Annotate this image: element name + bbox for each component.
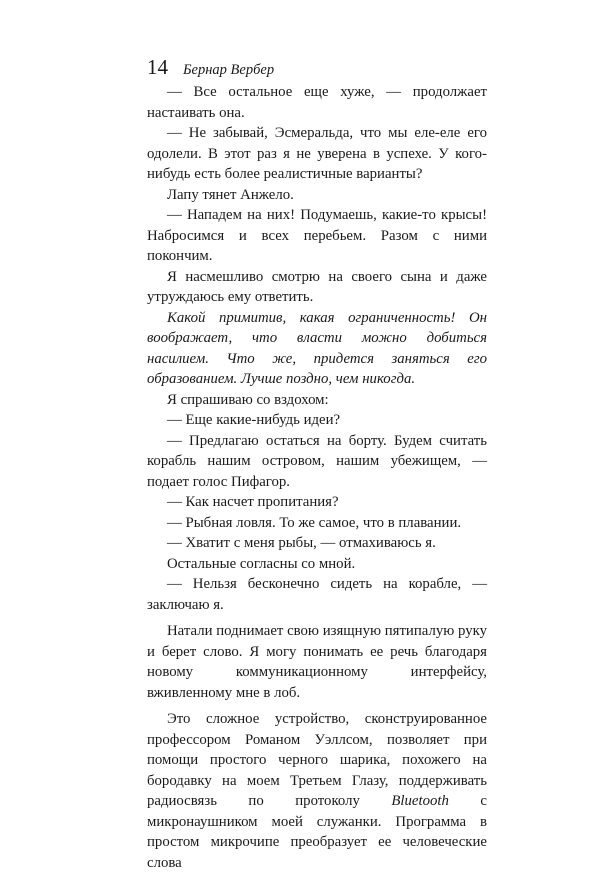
paragraph: — Все остальное еще хуже, — продолжает настаивать она. — [147, 84, 487, 121]
page-header — [147, 54, 487, 80]
paragraph: — Предлагаю остаться на борту. Будем считать корабль нашим островом, нашим убежищем, — подает голос Пифагор. — [147, 432, 487, 490]
paragraph-part: с микронаушником моей служанки. Программа в простом микрочипе преобразует ее человеческие слова — [147, 793, 487, 871]
paragraph: Натали поднимает свою изящную пятипалую руку и берет слово. Я могу понимать ее речь благодаря новому коммуникационному интерфейсу, вживленному мне в лоб. — [147, 623, 487, 701]
paragraph: — Нападем на них! Подумаешь, какие-то крысы! Набросимся и всех перебьем. Разом с ними покончим. — [147, 207, 487, 264]
running-head-author: Бернар Вербер — [183, 62, 275, 78]
paragraph: — Рыбная ловля. То же самое, что в плавании. — [167, 514, 462, 531]
paragraph-part: Это сложное устройство, сконструированное профессором Романом Уэллсом, позволяет при помощи простого черного шарика, похожего на бородавку на моем Третьем Глазу, поддерживать радиосвязь по протоколу — [147, 711, 487, 809]
paragraph: Лапу тянет Анжело. — [167, 186, 294, 203]
paragraph: — Хватит с меня рыбы, — отмахиваюсь я. — [167, 535, 436, 551]
paragraph: Остальные согласны со мной. — [167, 555, 356, 572]
paragraph: — Еще какие-нибудь идеи? — [167, 412, 341, 428]
paragraph: — Нельзя бесконечно сидеть на корабле, — заключаю я. — [147, 576, 487, 613]
paragraph — [147, 709, 487, 873]
page-number: 14 — [147, 55, 168, 79]
bluetooth-term: Bluetooth — [391, 793, 449, 809]
paragraph: — Не забывай, Эсмеральда, что мы еле-еле его одолели. В этот раз я не уверена в успехе. У кого-нибудь есть более реалистичные варианты? — [147, 125, 487, 182]
paragraph: Я спрашиваю со вздохом: — [167, 391, 329, 408]
paragraph: — Как насчет пропитания? — [167, 494, 339, 510]
body-text — [147, 82, 487, 873]
paragraph: Я насмешливо смотрю на своего сына и даже утруждаюсь ему ответить. — [147, 268, 487, 305]
inner-thought-paragraph: Какой примитив, какая ограниченность! Он воображает, что власти можно добиться насилием. Что же, придется заняться его образованием. Лучше поздно, чем никогда. — [147, 309, 487, 387]
